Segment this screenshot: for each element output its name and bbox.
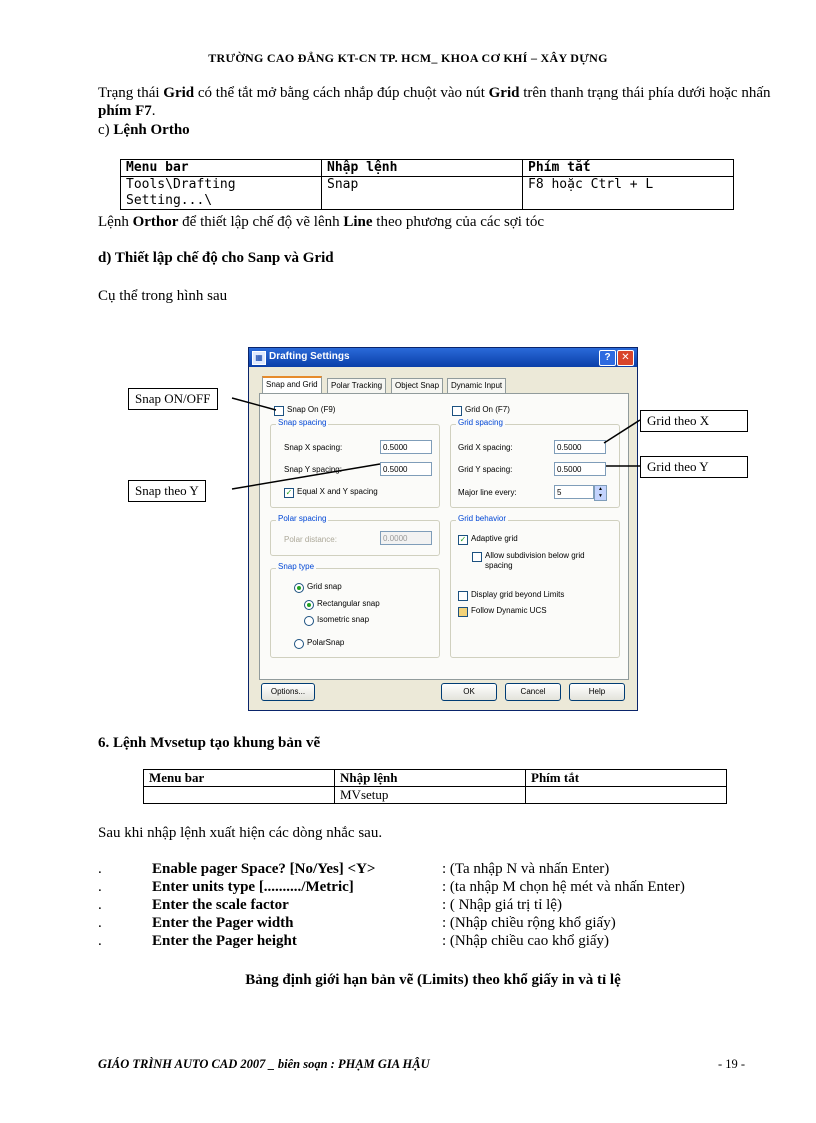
table-cell — [144, 787, 335, 804]
table-header: Menu bar — [121, 160, 322, 177]
snap-spacing-title: Snap spacing — [278, 418, 327, 427]
polar-snap-label: PolarSnap — [307, 638, 345, 647]
grid-y-label: Grid Y spacing: — [458, 465, 513, 474]
list-item: . Enter units type [........../Metric] : (ta nhập M chọn hệ mét và nhấn Enter) — [98, 879, 685, 895]
mvsetup-table — [143, 769, 727, 804]
grid-spacing-title: Grid spacing — [458, 418, 503, 427]
snap-type-title: Snap type — [278, 562, 315, 571]
allow-subdivision-label: Allow subdivision below grid spacing — [485, 551, 585, 570]
section-d-heading: d) Thiết lập chế độ cho Sanp và Grid — [98, 250, 334, 266]
callout-snap-onoff: Snap ON/OFF — [128, 388, 218, 410]
callout-grid-y: Grid theo Y — [640, 456, 748, 478]
figure-intro: Cụ thể trong hình sau — [98, 288, 228, 304]
snap-on-label: Snap On (F9) — [287, 405, 336, 414]
grid-behavior-title: Grid behavior — [458, 514, 507, 523]
cancel-button[interactable]: Cancel — [505, 683, 561, 701]
equal-xy-checkbox[interactable]: ✓ — [285, 488, 293, 497]
major-line-input[interactable]: 5 — [554, 485, 594, 499]
section-c-heading: c) Lệnh Ortho — [98, 122, 190, 138]
table-cell: F8 hoặc Ctrl + L — [523, 177, 734, 210]
polar-distance-input[interactable]: 0.0000 — [380, 531, 432, 545]
polar-distance-label: Polar distance: — [284, 535, 337, 544]
table-header: Menu bar — [144, 770, 335, 787]
table-cell: Snap — [322, 177, 523, 210]
rect-snap-label: Rectangular snap — [317, 599, 380, 608]
grid-on-label: Grid On (F7) — [465, 405, 510, 414]
tab-object-snap[interactable]: Object Snap — [391, 378, 443, 393]
tab-polar-tracking[interactable]: Polar Tracking — [327, 378, 386, 393]
table-header: Phím tắt — [523, 160, 734, 177]
polar-spacing-title: Polar spacing — [278, 514, 327, 523]
grid-toggle-paragraph: Trạng thái Grid có thể tắt mở bằng cách nhắp đúp chuột vào nút Grid trên thanh trạng thái phía dưới hoặc nhấn phím F7. — [98, 85, 771, 119]
table-header: Nhập lệnh — [335, 770, 526, 787]
callout-snap-y: Snap theo Y — [128, 480, 206, 502]
list-item: . Enter the scale factor : ( Nhập giá trị tỉ lệ) — [98, 897, 562, 913]
ok-button[interactable]: OK — [441, 683, 497, 701]
adaptive-grid-checkbox[interactable]: ✓ — [459, 535, 467, 544]
leader-snap-onoff — [232, 398, 276, 410]
help-button[interactable]: Help — [569, 683, 625, 701]
iso-snap-label: Isometric snap — [317, 615, 370, 624]
leader-snap-y — [232, 464, 380, 489]
leader-grid-x — [604, 420, 640, 443]
equal-xy-label: Equal X and Y spacing — [297, 487, 378, 496]
list-item: . Enable pager Space? [No/Yes] <Y> : (Ta nhập N và nhấn Enter) — [98, 861, 610, 877]
snap-x-label: Snap X spacing: — [284, 443, 343, 452]
adaptive-grid-label: Adaptive grid — [471, 534, 518, 543]
grid-x-input[interactable]: 0.5000 — [554, 440, 606, 454]
tab-snap-and-grid[interactable]: Snap and Grid — [262, 376, 322, 394]
table-header: Phím tắt — [526, 770, 727, 787]
page-number: - 19 - — [718, 1057, 746, 1071]
limits-table-caption: Bảng định giới hạn bản vẽ (Limits) theo khổ giấy in và tỉ lệ — [245, 972, 621, 988]
list-item: . Enter the Pager height : (Nhập chiều cao khổ giấy) — [98, 933, 610, 949]
table-cell: MVsetup — [335, 787, 526, 804]
grid-y-input[interactable]: 0.5000 — [554, 462, 606, 476]
major-line-label: Major line every: — [458, 488, 517, 497]
major-line-spinner[interactable]: ▲ ▼ — [594, 485, 607, 501]
display-beyond-label: Display grid beyond Limits — [471, 590, 565, 599]
callout-grid-x: Grid theo X — [640, 410, 748, 432]
app-icon: ▦ — [252, 351, 266, 365]
prompt-list — [98, 860, 685, 950]
after-command-text: Sau khi nhập lệnh xuất hiện các dòng nhắc sau. — [98, 825, 383, 841]
list-item: . Enter the Pager width : (Nhập chiều rộng khổ giấy) — [98, 915, 616, 931]
grid-snap-label: Grid snap — [307, 582, 342, 591]
table-cell — [526, 787, 727, 804]
grid-x-label: Grid X spacing: — [458, 443, 513, 452]
page-header: TRƯỜNG CAO ĐẲNG KT-CN TP. HCM_ KHOA CƠ KHÍ – XÂY DỰNG — [208, 51, 608, 65]
snap-y-label: Snap Y spacing: — [284, 465, 342, 474]
table-cell: Tools\Drafting Setting...\ — [121, 177, 322, 210]
snap-y-input[interactable]: 0.5000 — [380, 462, 432, 476]
snap-x-input[interactable]: 0.5000 — [380, 440, 432, 454]
options-button[interactable]: Options... — [261, 683, 315, 701]
footer-title: GIÁO TRÌNH AUTO CAD 2007 _ biên soạn : PHẠM GIA HẬU — [98, 1057, 430, 1071]
close-icon[interactable]: ✕ — [617, 350, 634, 366]
follow-ucs-label: Follow Dynamic UCS — [471, 606, 547, 615]
tab-dynamic-input[interactable]: Dynamic Input — [447, 378, 506, 393]
dialog-title: Drafting Settings — [269, 351, 350, 362]
help-title-button[interactable]: ? — [599, 350, 616, 366]
section-6-heading: 6. Lệnh Mvsetup tạo khung bản vẽ — [98, 735, 321, 751]
ortho-description: Lệnh Orthor để thiết lập chế độ vẽ lênh Line theo phương của các sợi tóc — [98, 214, 544, 230]
table-header: Nhập lệnh — [322, 160, 523, 177]
